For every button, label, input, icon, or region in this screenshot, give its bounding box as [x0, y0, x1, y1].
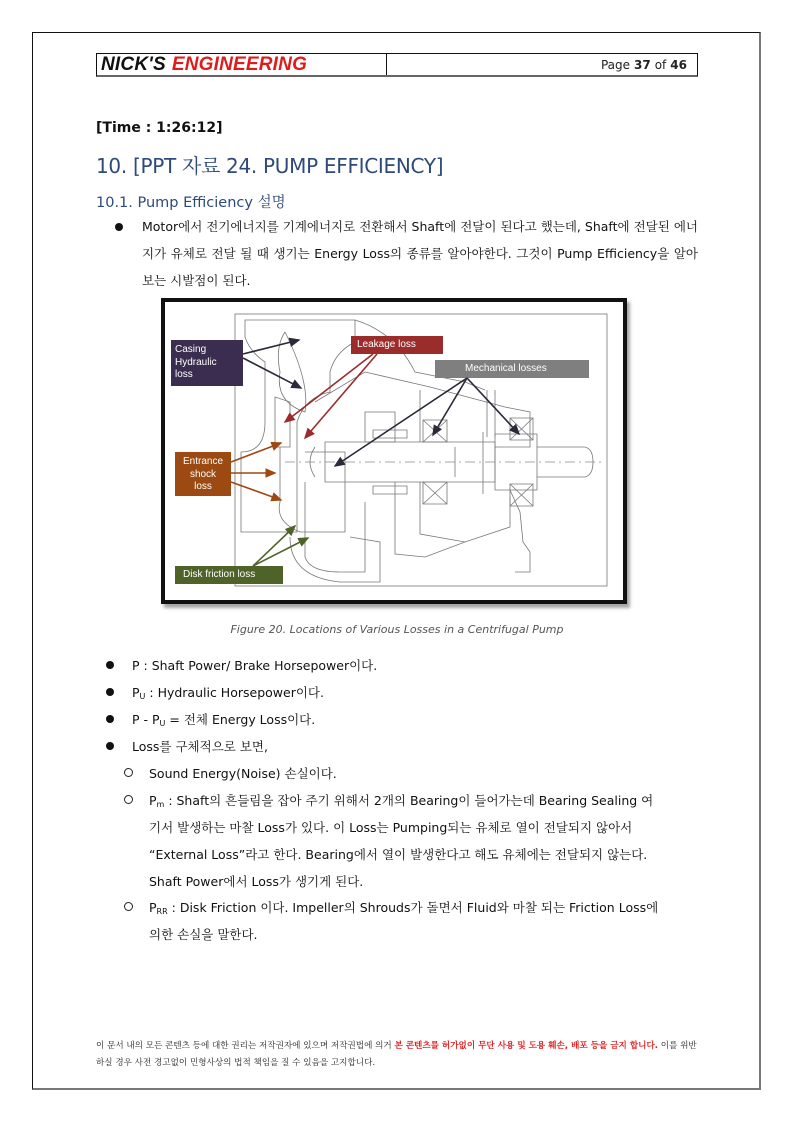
bullet-icon: [115, 223, 123, 231]
section-heading: 10. [PPT 자료 24. PUMP EFFICIENCY]: [96, 154, 444, 178]
sub-bullet-icon: [124, 795, 133, 804]
brand-name-part1: NICK'S: [101, 53, 166, 75]
bullet-icon: [106, 661, 114, 669]
sub-bullet-icon: [124, 902, 133, 911]
bullet-icon: [106, 742, 114, 750]
leakage-loss-label: Leakage loss: [357, 339, 416, 350]
sub-bullet-icon: [124, 768, 133, 777]
page-of: of: [654, 57, 667, 72]
sub-bullet-pm-line4: Shaft Power에서 Loss가 생기게 된다.: [149, 874, 364, 889]
bullet-loss-detail: Loss를 구체적으로 보면,: [132, 739, 268, 754]
bullet-icon: [106, 688, 114, 696]
casing-hydraulic-loss-label: Casing Hydraulic loss: [175, 344, 217, 380]
sub-bullet-prr-line1: $P_{RR}$ : Disk Friction 이다. Impeller의 Shrouds가 돌면서 Fluid와 마찰 되는 Friction Loss에: [149, 900, 659, 916]
sub-bullet-pm-line1: $P_m$ : Shaft의 흔들림을 잡아 주기 위해서 2개의 Bearing이 들어가는데 Bearing Sealing 여: [149, 793, 654, 809]
copyright-notice: 이 문서 내의 모든 콘텐츠 등에 대한 권리는 저작권자에 있으며 저작권법에 의거 본 콘텐츠를 허가없이 무단 사용 및 도용 훼손, 배포 등을 금지 합니다. 이를 위반 하실 경우 사전 경고없이 민형사상의 법적 책임을 질 수 있음을 고지합니다.: [96, 1041, 697, 1068]
bullet-icon: [106, 715, 114, 723]
bullet-shaft-power: P : Shaft Power/ Brake Horsepower이다.: [132, 658, 378, 673]
figure-caption: Figure 20. Locations of Various Losses in a Centrifugal Pump: [230, 623, 564, 636]
bullet-hydraulic-power: $P_U$ : Hydraulic Horsepower이다.: [132, 685, 324, 701]
time-stamp: [Time : 1:26:12]: [96, 120, 223, 136]
mechanical-losses-label: Mechanical losses: [465, 363, 547, 374]
intro-paragraph: Motor에서 전기에너지를 기계에너지로 전환해서 Shaft에 전달이 된다고 했는데, Shaft에 전달된 에너지가 유체로 전달 될 때 생기는 Energy Loss의 종류를 알아야한다. 그것이 Pump Efficiency을 알아보는 시발점이 된다.: [142, 219, 698, 288]
pump-loss-figure: [161, 298, 627, 604]
entrance-shock-loss-label: Entrance shock loss: [182, 456, 224, 492]
sub-bullet-pm-line3: “External Loss”라고 한다. Bearing에서 열이 발생한다고 해도 유체에는 전달되지 않는다.: [149, 847, 648, 862]
page-total: 46: [670, 57, 687, 72]
sub-bullet-pm-line2: 기서 발생하는 마찰 Loss가 있다. 이 Loss는 Pumping되는 유체로 열이 전달되지 않아서: [149, 820, 633, 835]
page-number: [387, 54, 697, 75]
sub-bullet-noise: Sound Energy(Noise) 손실이다.: [149, 766, 337, 781]
page-current: 37: [634, 57, 651, 72]
brand-logo: [97, 54, 387, 75]
page-label: Page: [600, 57, 631, 72]
brand-name-part2: ENGINEERING: [171, 53, 308, 75]
disk-friction-loss-label: Disk friction loss: [183, 569, 256, 580]
page-header: [96, 53, 698, 77]
bullet-total-loss: P - $P_U$ = 전체 Energy Loss이다.: [132, 712, 316, 728]
subsection-heading: 10.1. Pump Efficiency 설명: [96, 195, 286, 211]
sub-bullet-prr-line2: 의한 손실을 말한다.: [149, 927, 258, 942]
copyright-warning: 본 콘텐츠를 허가없이 무단 사용 및 도용 훼손, 배포 등을 금지 합니다.: [394, 1041, 659, 1051]
